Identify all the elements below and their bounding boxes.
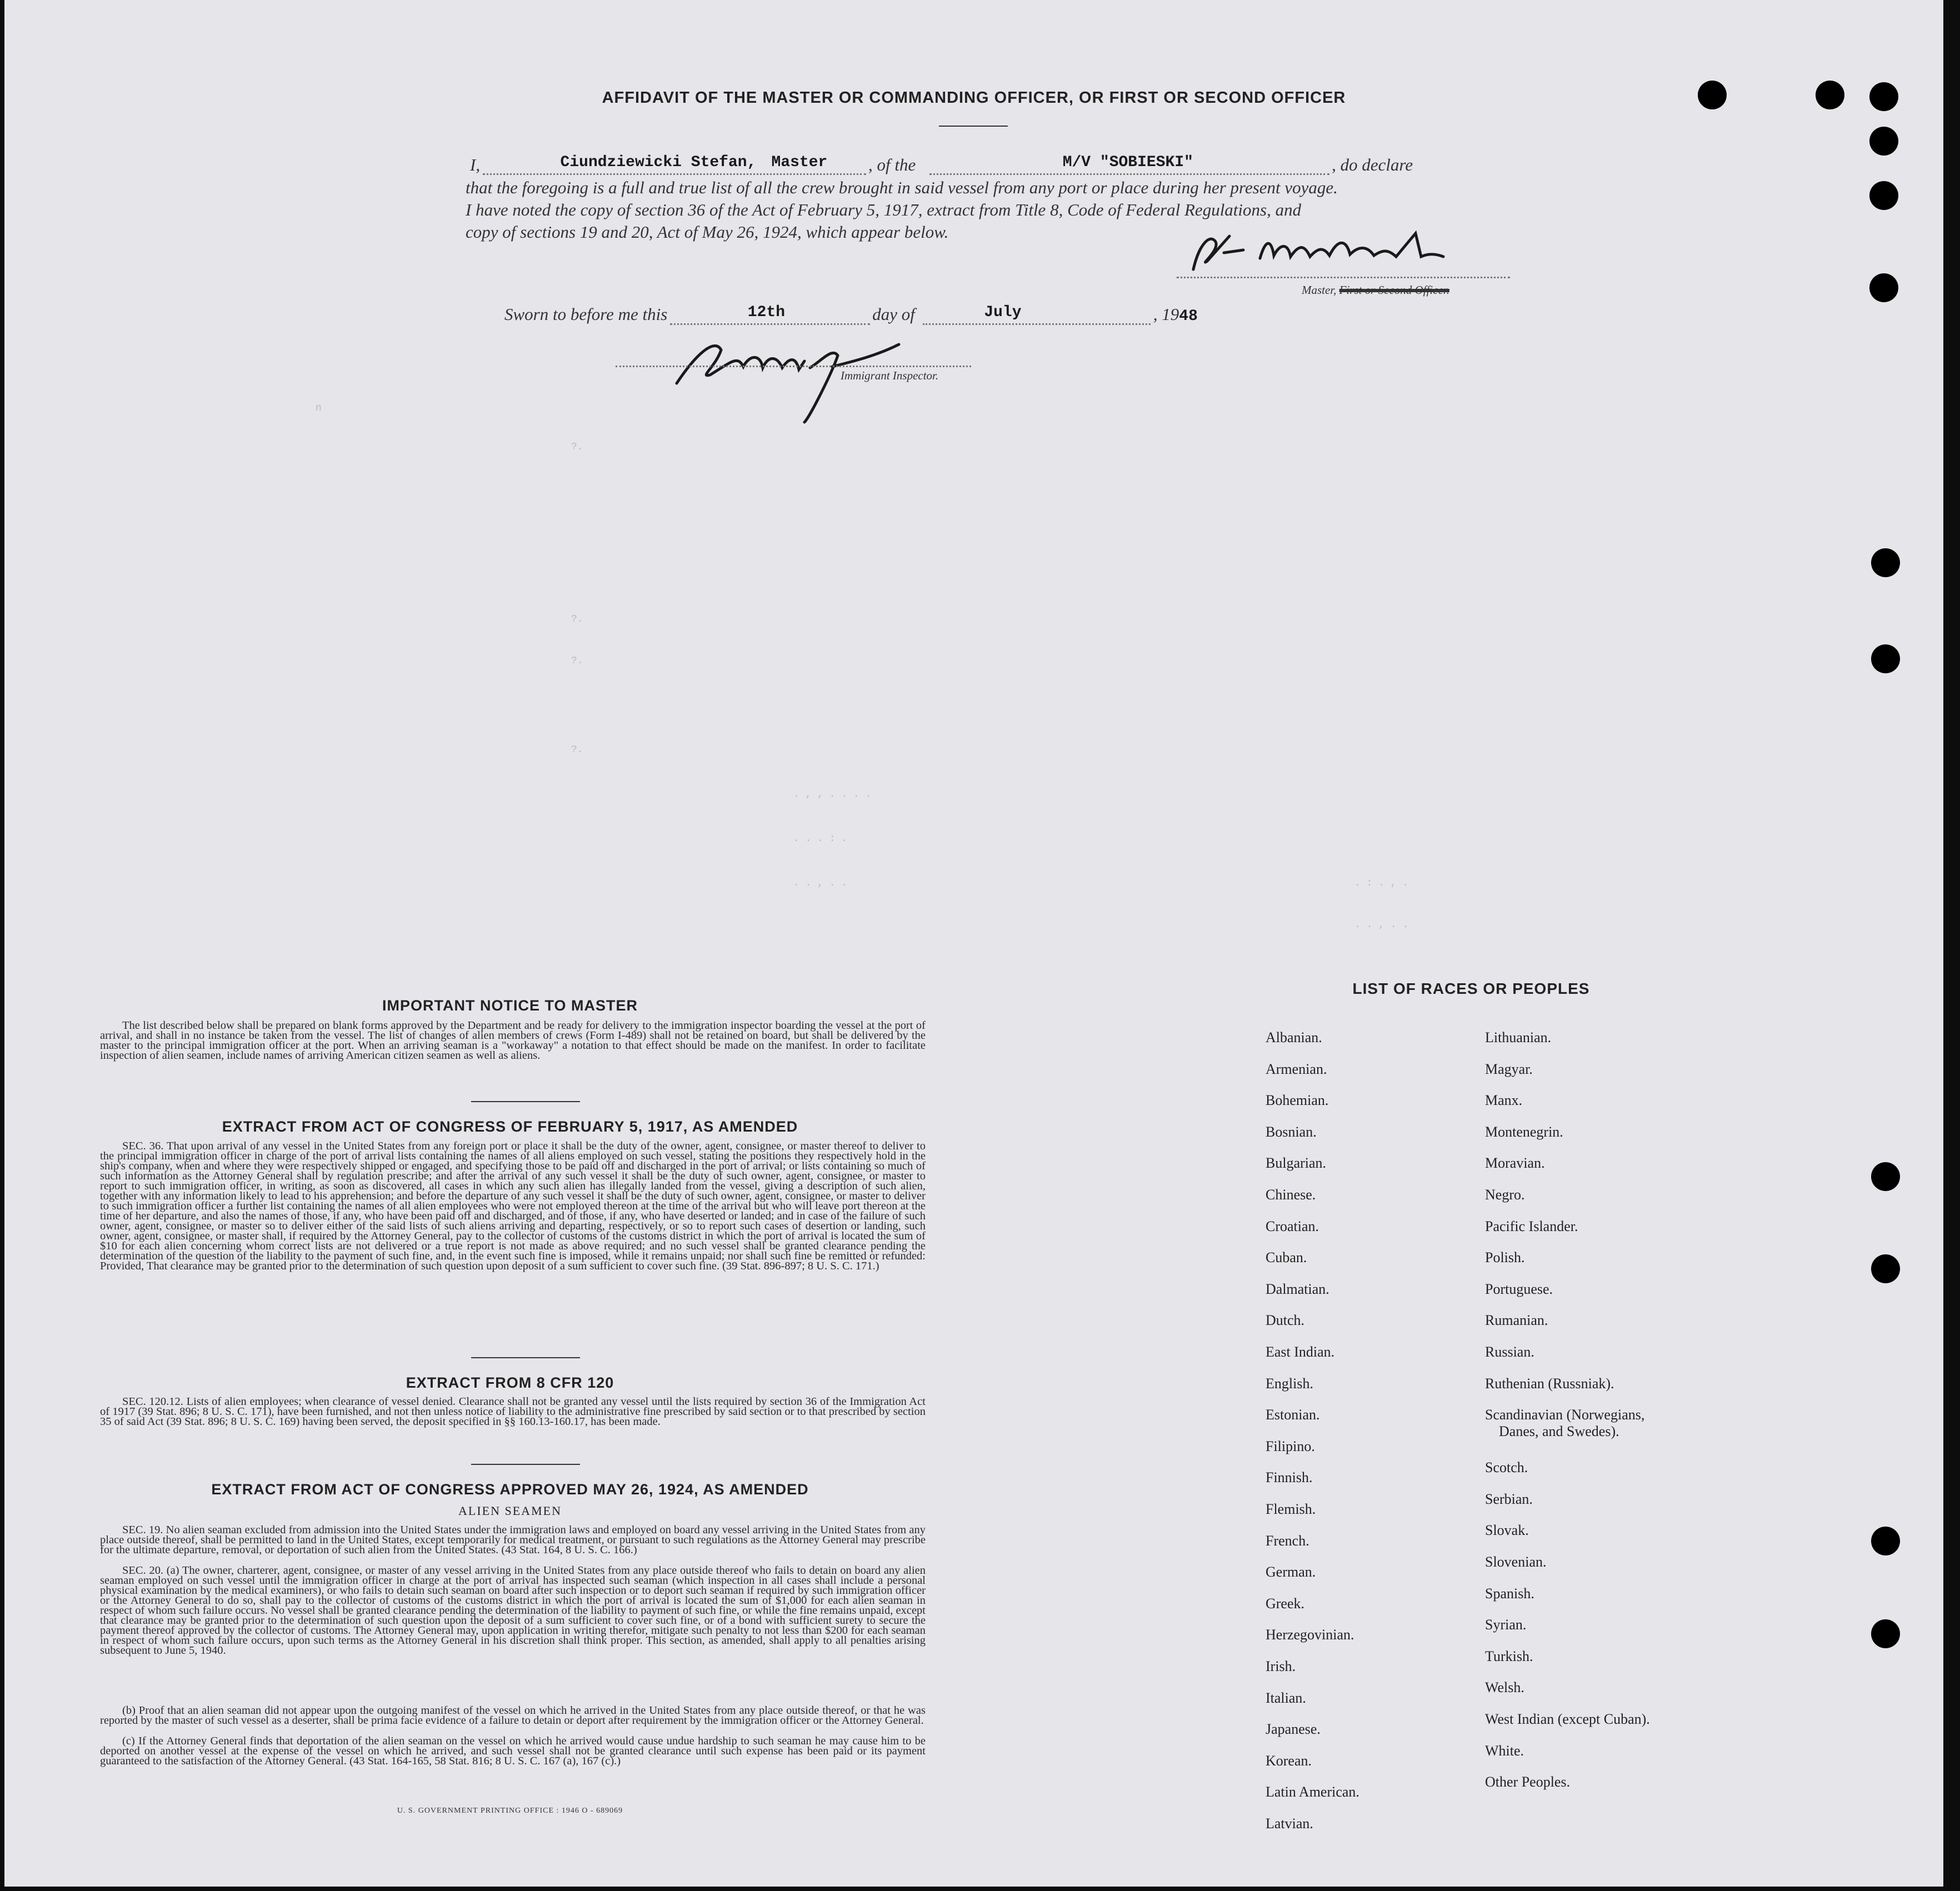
bleed-mark: . . , . . bbox=[793, 878, 848, 889]
race-item: Other Peoples. bbox=[1485, 1774, 1571, 1790]
master-name: Ciundziewicki Stefan, bbox=[560, 154, 757, 171]
race-item: Slovak. bbox=[1485, 1522, 1529, 1539]
race-item: Albanian. bbox=[1266, 1029, 1322, 1045]
race-item: English. bbox=[1266, 1375, 1313, 1392]
race-item: Manx. bbox=[1485, 1092, 1523, 1109]
do-declare-label: , do declare bbox=[1332, 155, 1413, 174]
divider bbox=[471, 1101, 580, 1102]
punch-hole bbox=[1871, 1527, 1900, 1555]
notice-heading: IMPORTANT NOTICE TO MASTER bbox=[382, 997, 638, 1014]
race-item: Chinese. bbox=[1266, 1187, 1316, 1203]
day-of-label: day of bbox=[872, 304, 915, 324]
race-item: Spanish. bbox=[1485, 1585, 1534, 1602]
race-item: West Indian (except Cuban). bbox=[1485, 1711, 1650, 1727]
bleed-mark: . . , . . bbox=[1354, 919, 1409, 931]
affidavit-line-4: copy of sections 19 and 20, Act of May 26, 1924, which appear below. bbox=[466, 222, 949, 242]
race-item: French. bbox=[1266, 1532, 1309, 1549]
divider bbox=[471, 1357, 580, 1358]
race-item: Herzegovinian. bbox=[1266, 1627, 1354, 1643]
race-item: Russian. bbox=[1485, 1344, 1534, 1360]
i-label: I, bbox=[470, 155, 481, 174]
alien-seamen-subheading: ALIEN SEAMEN bbox=[458, 1504, 562, 1518]
races-heading: LIST OF RACES OR PEOPLES bbox=[1352, 980, 1590, 997]
race-item: Korean. bbox=[1266, 1752, 1312, 1769]
punch-hole bbox=[1816, 81, 1844, 109]
master-signature-line bbox=[1177, 277, 1510, 278]
document-page bbox=[4, 0, 1943, 1887]
notice-text: The list described below shall be prepared on blank forms approved by the Department and be ready for delivery to the immigration inspector boarding the vessel at the port of arrival, and shall in no instance be taken from the vessel. The list of changes of alien members of crews (Form I-489) shall not be retained on board, but shall be delivered by the master to the principal immigration officer at the port. When an arriving seaman is a "workaway" a notation to that effect should be made on the manifest. In order to facilitate inspection of alien seamen, include names of arriving American citizen seamen as well as aliens. bbox=[100, 1019, 926, 1062]
race-item: Filipino. bbox=[1266, 1438, 1315, 1454]
race-item: Croatian. bbox=[1266, 1218, 1319, 1234]
vessel-name: M/V "SOBIESKI" bbox=[1062, 154, 1193, 171]
punch-hole bbox=[1869, 127, 1898, 156]
section-20c-text: (c) If the Attorney General finds that deportation of the alien seaman on the vessel on which he arrived would cause undue hardship to such seaman he may cause him to be deported on another vessel at the expense of the vessel on which he arrived, and such vessel shall not be granted clearance until such expense has been paid or its payment guaranteed to the satisfaction of the Attorney General. (43 Stat. 164-165, 58 Stat. 816; 8 U. S. C. 167 (a), 167 (c).) bbox=[100, 1735, 926, 1767]
race-item: Armenian. bbox=[1266, 1060, 1327, 1077]
race-item: Scandinavian (Norwegians, bbox=[1485, 1407, 1645, 1423]
race-item: Finnish. bbox=[1266, 1469, 1313, 1486]
punch-hole bbox=[1871, 1162, 1900, 1191]
punch-hole bbox=[1869, 82, 1898, 111]
race-item: Welsh. bbox=[1485, 1679, 1524, 1696]
punch-hole bbox=[1871, 644, 1900, 673]
inspector-signature-line bbox=[616, 366, 971, 367]
bleed-mark: ?. bbox=[571, 614, 583, 625]
race-item: Bohemian. bbox=[1266, 1092, 1329, 1109]
race-item: Greek. bbox=[1266, 1595, 1305, 1612]
punch-hole bbox=[1871, 1619, 1900, 1648]
affidavit-heading: AFFIDAVIT OF THE MASTER OR COMMANDING OFFICER, OR FIRST OR SECOND OFFICER bbox=[602, 89, 1346, 107]
race-item: Latvian. bbox=[1266, 1815, 1313, 1832]
sworn-label: Sworn to before me this bbox=[504, 304, 668, 324]
race-item: Slovenian. bbox=[1485, 1554, 1547, 1570]
extract-1917-text: SEC. 36. That upon arrival of any vessel in the United States from any foreign port or place it shall be the duty of the owner, agent, consignee, or master thereof to deliver to the principal immigration officer in charge of the port of arrival lists containing the names of all aliens employed on such vessel, stating the positions they respectively hold in the ship's company, when and where they were respectively shipped or engaged, and specifying those to be paid off and discharged in the port of arrival; or lists containing so much of such information as the Attorney General shall by regulation prescribe; and after the arrival of any such vessel it shall be the duty of such owner, agent, consignee, or master to report to such immigration officer, in writing, as soon as discovered, all cases in which any such alien has illegally landed from the vessel, giving a description of such alien, together with any information likely to lead to his apprehension; and before the departure of any such vessel it shall be the duty of such owner, agent, consignee, or master to deliver to such immigration officer a further list containing the names of all alien employees who were not employed thereon at the time of the arrival but who will leave port thereon at the time of her departure, and also the names of those, if any, who have been paid off and discharged, and of those, if any, who have deserted or landed; and in case of the failure of such owner, agent, consignee, or master so to deliver either of the said lists of such aliens arriving and departing, respectively, or so to report such cases of desertion or landing, such owner, agent, consignee, or master shall, if required by the Attorney General, pay to the collector of customs of the customs district in which the port of arrival is located the sum of $10 for each alien concerning whom correct lists are not delivered or a true report is not made as above required; and no such vessel shall be granted clearance pending the determination of the question of the liability to the payment of such fine, and, in the event such fine is imposed, while it remains unpaid; nor shall such fine be remitted or refunded: Provided, That clearance may be granted prior to the determination of such question upon deposit of a sum sufficient to cover such fine. (39 Stat. 896-897; 8 U. S. C. 171.) bbox=[100, 1140, 926, 1272]
extract-cfr-text: SEC. 120.12. Lists of alien employees; when clearance of vessel denied. Clearance shall not be granted any vessel until the lists required by section 36 of the Immigration Act of 1917 (39 Stat. 896; 8 U. S. C. 171), have been furnished, and not then unless notice of liability to the administrative fine prescribed by said section or to that prescribed by section 35 of said Act (39 Stat. 896; 8 U. S. C. 169) having been served, the deposit specified in §§ 160.13-160.17, has been made. bbox=[100, 1395, 926, 1428]
vessel-field bbox=[929, 154, 1329, 175]
sworn-day: 12th bbox=[747, 304, 786, 321]
bleed-mark: ?. bbox=[571, 744, 583, 756]
race-item: Polish. bbox=[1485, 1249, 1525, 1266]
master-signature bbox=[1177, 222, 1488, 283]
race-item: Ruthenian (Russniak). bbox=[1485, 1375, 1614, 1392]
punch-hole bbox=[1698, 81, 1727, 109]
sworn-line bbox=[504, 304, 1198, 325]
race-item: Dalmatian. bbox=[1266, 1280, 1329, 1297]
race-item: Lithuanian. bbox=[1485, 1029, 1552, 1045]
race-item: Japanese. bbox=[1266, 1721, 1321, 1738]
section-20b-text: (b) Proof that an alien seaman did not appear upon the outgoing manifest of the vessel on which he arrived in the United States from any place outside thereof, or that he was reported by the master of such vessel as a deserter, shall be prima facie evidence of a failure to detain or deport after requirement by the immigration officer or the Attorney General. bbox=[100, 1704, 926, 1727]
bleed-mark: ?. bbox=[571, 656, 583, 667]
race-item: Serbian. bbox=[1485, 1490, 1533, 1507]
race-item: Danes, and Swedes). bbox=[1499, 1423, 1619, 1440]
race-item: Montenegrin. bbox=[1485, 1123, 1563, 1140]
race-item: Negro. bbox=[1485, 1187, 1525, 1203]
punch-hole bbox=[1871, 548, 1900, 577]
race-item: German. bbox=[1266, 1564, 1316, 1580]
race-item: Magyar. bbox=[1485, 1060, 1533, 1077]
race-item: Cuban. bbox=[1266, 1249, 1307, 1266]
heading-rule bbox=[939, 126, 1008, 127]
section-19-text: SEC. 19. No alien seaman excluded from admission into the United States under the immigration laws and employed on board any vessel arriving in the United States from any place outside thereof, shall be permitted to land in the United States, except temporarily for medical treatment, or pursuant to such regulations as the Attorney General may prescribe for the ultimate departure, removal, or deportation of such alien from the United States. (43 Stat. 164, 8 U. S. C. 166.) bbox=[100, 1524, 926, 1556]
master-caption bbox=[1302, 283, 1449, 297]
race-item: Irish. bbox=[1266, 1658, 1296, 1674]
printer-imprint: U. S. GOVERNMENT PRINTING OFFICE : 1946 O - 689069 bbox=[397, 1807, 623, 1815]
month-field bbox=[923, 304, 1151, 325]
race-item: Moravian. bbox=[1485, 1155, 1545, 1172]
name-field bbox=[483, 154, 866, 175]
section-20a-text: SEC. 20. (a) The owner, charterer, agent, consignee, or master of any vessel arriving in the United States from any place outside thereof who fails to detain on board any alien seaman employed on such vessel until the immigration officer in charge at the port of arrival has inspected such seaman (which inspection in all cases shall include a personal physical examination by the medical examiners), or who fails to detain such seaman on board after such inspection or to deport such seaman if required by such immigration officer or the Attorney General to do so, shall pay to the collector of customs of the customs district in which the port of arrival is located the sum of $1,000 for each alien seaman in respect of whom such failure occurs. No vessel shall be granted clearance pending the determination of the liability to payment of such fine, or while the fine remains unpaid, except that clearance may be granted prior to the determination of such question upon the deposit of a sum sufficient to cover such fine, or of a bond with sufficient surety to secure the payment thereof approved by the collector of customs. The Attorney General may, upon application in writing therefor, mitigate such penalty to not less than $200 for each seaman in respect of whom such failure occurs, upon such terms as the Attorney General in his discretion shall think proper. This section, as amended, shall apply to all penalties arising subsequent to June 5, 1940. bbox=[100, 1564, 926, 1657]
master-caption-struck: First or Second Officer. bbox=[1339, 283, 1449, 297]
race-item: Bulgarian. bbox=[1266, 1155, 1327, 1172]
race-item: Scotch. bbox=[1485, 1459, 1528, 1476]
punch-hole bbox=[1869, 273, 1898, 302]
master-rank: Master bbox=[771, 154, 828, 171]
extract-cfr-heading: EXTRACT FROM 8 CFR 120 bbox=[406, 1374, 614, 1391]
race-item: Rumanian. bbox=[1485, 1312, 1548, 1329]
extract-1917-heading: EXTRACT FROM ACT OF CONGRESS OF FEBRUARY 5, 1917, AS AMENDED bbox=[222, 1118, 798, 1135]
race-item: Pacific Islander. bbox=[1485, 1218, 1578, 1234]
race-item: Dutch. bbox=[1266, 1312, 1305, 1329]
bleed-mark: n bbox=[316, 403, 322, 414]
race-item: Portuguese. bbox=[1485, 1280, 1553, 1297]
race-item: East Indian. bbox=[1266, 1344, 1335, 1360]
day-field bbox=[670, 304, 870, 325]
bleed-mark: . , , . . . . bbox=[793, 789, 872, 800]
race-item: Estonian. bbox=[1266, 1407, 1320, 1423]
race-item: White. bbox=[1485, 1742, 1524, 1759]
year-prefix: , 19 bbox=[1153, 304, 1179, 324]
bleed-mark: . . . : . bbox=[793, 833, 848, 844]
bleed-mark: . : . , . bbox=[1354, 878, 1409, 889]
extract-1924-heading: EXTRACT FROM ACT OF CONGRESS APPROVED MAY 26, 1924, AS AMENDED bbox=[211, 1481, 809, 1498]
race-item: Bosnian. bbox=[1266, 1123, 1317, 1140]
inspector-caption: Immigrant Inspector. bbox=[841, 369, 939, 382]
affidavit-line-3: I have noted the copy of section 36 of the Act of February 5, 1917, extract from Title 8, Code of Federal Regulations, and bbox=[466, 200, 1302, 219]
race-item: Syrian. bbox=[1485, 1617, 1527, 1633]
sworn-year: 48 bbox=[1179, 308, 1198, 325]
divider bbox=[471, 1464, 580, 1465]
punch-hole bbox=[1869, 181, 1898, 210]
affidavit-line-1 bbox=[470, 154, 1526, 175]
bleed-mark: ?. bbox=[571, 442, 583, 453]
of-the-label: , of the bbox=[868, 155, 916, 174]
sworn-month: July bbox=[984, 304, 1022, 321]
race-item: Flemish. bbox=[1266, 1501, 1316, 1517]
master-caption-master: Master, bbox=[1302, 283, 1337, 297]
punch-hole bbox=[1871, 1254, 1900, 1283]
affidavit-line-2: that the foregoing is a full and true list of all the crew brought in said vessel from any port or place during her present voyage. bbox=[466, 178, 1338, 197]
race-item: Turkish. bbox=[1485, 1648, 1533, 1664]
race-item: Italian. bbox=[1266, 1689, 1306, 1706]
race-item: Latin American. bbox=[1266, 1784, 1359, 1800]
